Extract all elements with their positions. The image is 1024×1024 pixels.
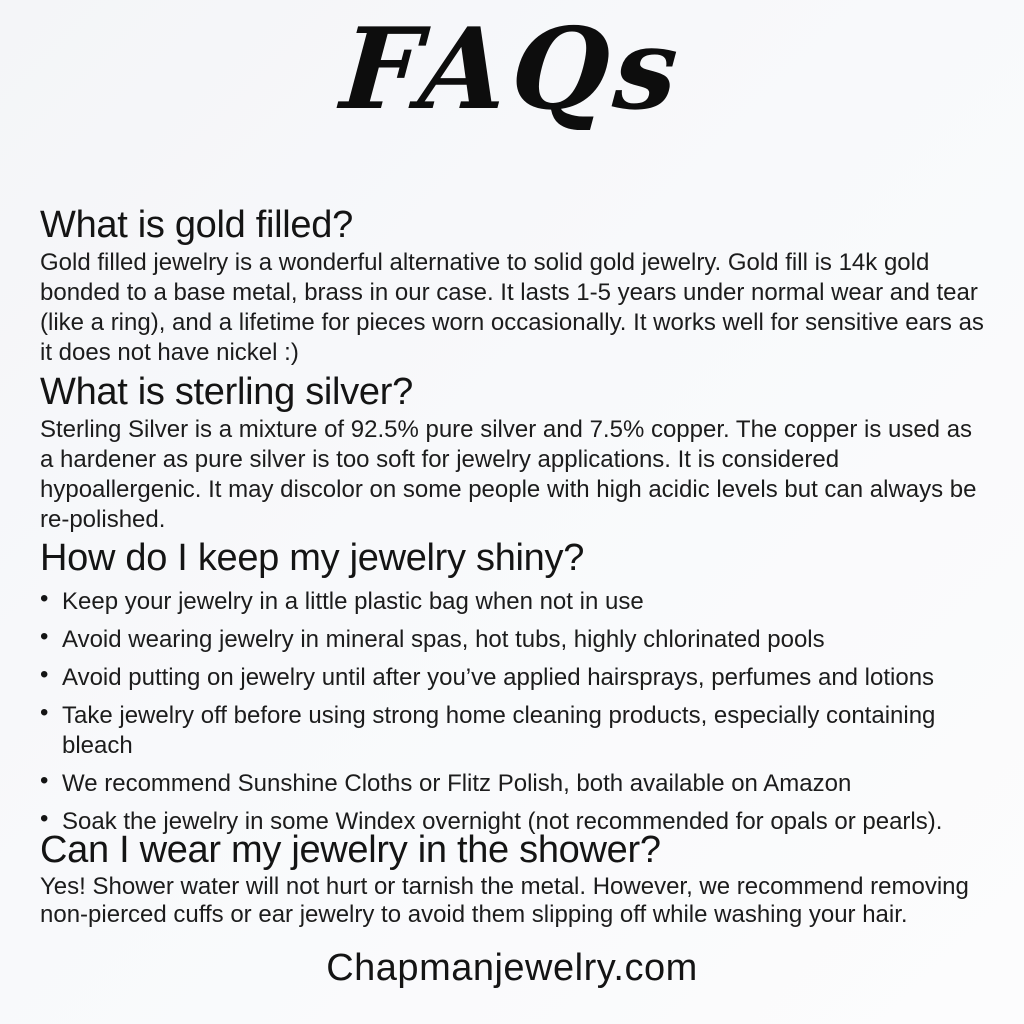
care-tip-text: Soak the jewelry in some Windex overnight (not recommended for opals or pearls). <box>62 807 943 835</box>
care-tip-item <box>40 698 992 761</box>
bullet-icon: • <box>40 766 49 794</box>
bullet-icon: • <box>40 804 49 832</box>
faq-question: Can I wear my jewelry in the shower? <box>40 829 661 871</box>
faq-section-gold-filled <box>40 206 992 368</box>
care-tip-item <box>40 766 992 799</box>
bullet-icon: • <box>40 584 49 612</box>
faq-answer: Gold filled jewelry is a wonderful alternative to solid gold jewelry. Gold fill is 14k gold bonded to a base metal, brass in our case. It lasts 1-5 years under normal wear and tear (like a ring), and a lifetime for pieces worn occasionally. It works well for sensitive ears as it does not have nickel :) <box>40 248 984 366</box>
faq-section-sterling-silver <box>40 373 992 535</box>
bullet-icon: • <box>40 622 49 650</box>
page-title: FAQs <box>337 4 687 135</box>
faq-question: What is gold filled? <box>40 204 353 246</box>
care-tip-text: Take jewelry off before using strong home cleaning products, especially containing bleach <box>62 701 936 759</box>
care-tips-list <box>40 584 992 837</box>
care-tip-text: Avoid wearing jewelry in mineral spas, hot tubs, highly chlorinated pools <box>62 625 825 653</box>
faq-answer: Yes! Shower water will not hurt or tarnish the metal. However, we recommend removing non-pierced cuffs or ear jewelry to avoid them slipping off while washing your hair. <box>40 872 969 928</box>
page-footer <box>0 946 1024 992</box>
page-header <box>0 6 1024 135</box>
care-tip-item <box>40 660 992 693</box>
faq-section-shower <box>40 831 992 929</box>
faq-answer: Sterling Silver is a mixture of 92.5% pure silver and 7.5% copper. The copper is used as a hardener as pure silver is too soft for jewelry applications. It is considered hypoallergenic. It may discolor on some people with high acidic levels but can always be re-polished. <box>40 415 977 533</box>
care-tip-text: Avoid putting on jewelry until after you’ve applied hairsprays, perfumes and lotions <box>62 663 935 691</box>
bullet-icon: • <box>40 698 49 726</box>
website-url: Chapmanjewelry.com <box>326 947 698 989</box>
care-tip-text: We recommend Sunshine Cloths or Flitz Polish, both available on Amazon <box>62 769 852 797</box>
faq-question: What is sterling silver? <box>40 371 413 413</box>
care-tip-text: Keep your jewelry in a little plastic bag when not in use <box>62 587 644 615</box>
care-tip-item <box>40 584 992 617</box>
bullet-icon: • <box>40 660 49 688</box>
care-tip-item <box>40 622 992 655</box>
faq-question: How do I keep my jewelry shiny? <box>40 537 585 579</box>
faq-section-keep-jewelry-shiny <box>40 539 992 845</box>
